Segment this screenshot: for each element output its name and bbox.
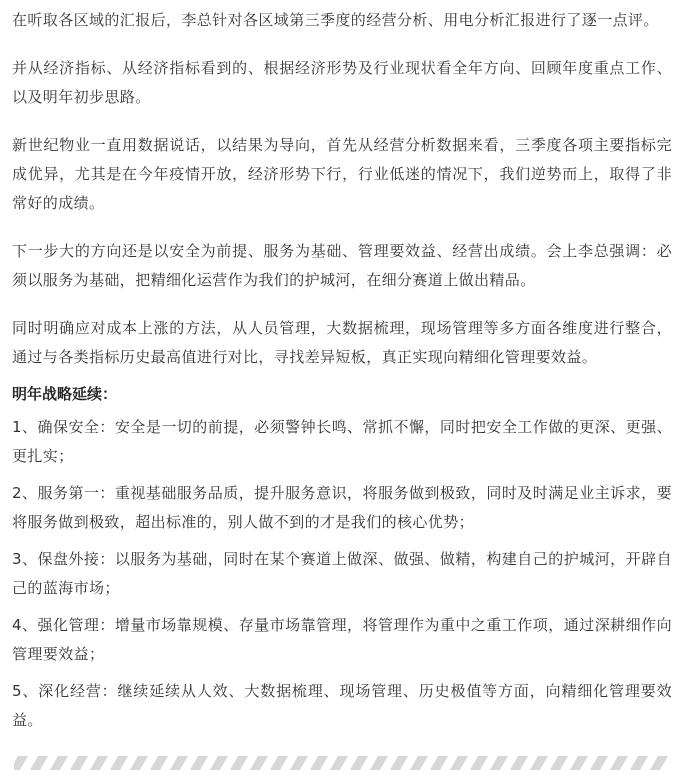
divider-stripe <box>130 756 148 770</box>
divider-stripe <box>30 756 48 770</box>
divider-stripe <box>250 756 268 770</box>
article-body <box>12 6 672 743</box>
divider-stripe <box>150 756 168 770</box>
divider-stripe <box>230 756 248 770</box>
divider-stripe <box>450 756 468 770</box>
paragraph-next-steps: 下一步大的方向还是以安全为前提、服务为基础、管理要效益、经营出成绩。会上李总强调：必须以服务为基础，把精细化运营作为我们的护城河，在细分赛道上做出精品。 <box>12 242 672 289</box>
list-item-management: 4、强化管理：增量市场靠规模、存量市场靠管理，将管理作为重中之重工作项，通过深耕细作向管理要效益； <box>12 616 672 663</box>
divider-stripe <box>610 756 628 770</box>
divider-stripe <box>630 756 648 770</box>
paragraph-results: 新世纪物业一直用数据说话，以结果为导向，首先从经营分析数据来看，三季度各项主要指标完成优异，尤其是在今年疫情开放，经济形势下行，行业低迷的情况下，我们逆势而上，取得了非常好的成绩。 <box>12 136 672 212</box>
divider-stripe <box>530 756 548 770</box>
paragraph-cost-control: 同时明确应对成本上涨的方法，从人员管理，大数据梳理，现场管理等多方面各维度进行整合，通过与各类指标历史最高值进行对比，寻找差异短板，真正实现向精细化管理要效益。 <box>12 319 672 366</box>
divider-stripe <box>290 756 308 770</box>
divider-stripe <box>590 756 608 770</box>
divider-stripe <box>210 756 228 770</box>
divider-stripe <box>370 756 388 770</box>
divider-stripe <box>510 756 528 770</box>
divider-stripe <box>310 756 328 770</box>
divider-stripe <box>490 756 508 770</box>
divider-stripe <box>390 756 408 770</box>
striped-divider <box>14 756 668 770</box>
paragraph-review: 在听取各区域的汇报后，李总针对各区域第三季度的经营分析、用电分析汇报进行了逐一点评。 <box>12 11 659 29</box>
divider-stripe <box>70 756 88 770</box>
divider-stripe <box>14 756 28 770</box>
divider-stripe <box>110 756 128 770</box>
section-title: 明年战略延续： <box>12 385 118 403</box>
divider-stripe <box>430 756 448 770</box>
divider-stripe <box>190 756 208 770</box>
list-item-service: 2、服务第一：重视基础服务品质，提升服务意识，将服务做到极致，同时及时满足业主诉求，要将服务做到极致，超出标准的，别人做不到的才是我们的核心优势； <box>12 484 672 531</box>
divider-stripe <box>470 756 488 770</box>
list-item-expansion: 3、保盘外接：以服务为基础，同时在某个赛道上做深、做强、做精，构建自己的护城河，开辟自己的蓝海市场； <box>12 550 672 597</box>
list-item-safety: 1、确保安全：安全是一切的前提，必须警钟长鸣、常抓不懈，同时把安全工作做的更深、更强、更扎实； <box>12 418 672 465</box>
divider-stripe <box>410 756 428 770</box>
divider-stripe <box>570 756 588 770</box>
paragraph-direction: 并从经济指标、从经济指标看到的、根据经济形势及行业现状看全年方向、回顾年度重点工作、以及明年初步思路。 <box>12 59 672 106</box>
divider-stripe <box>270 756 288 770</box>
divider-stripe <box>50 756 68 770</box>
divider-stripe <box>550 756 568 770</box>
divider-stripe <box>330 756 348 770</box>
divider-stripe <box>170 756 188 770</box>
divider-stripe <box>650 756 668 770</box>
divider-stripe <box>90 756 108 770</box>
divider-stripe <box>350 756 368 770</box>
list-item-operations: 5、深化经营：继续延续从人效、大数据梳理、现场管理、历史极值等方面，向精细化管理要效益。 <box>12 682 672 729</box>
